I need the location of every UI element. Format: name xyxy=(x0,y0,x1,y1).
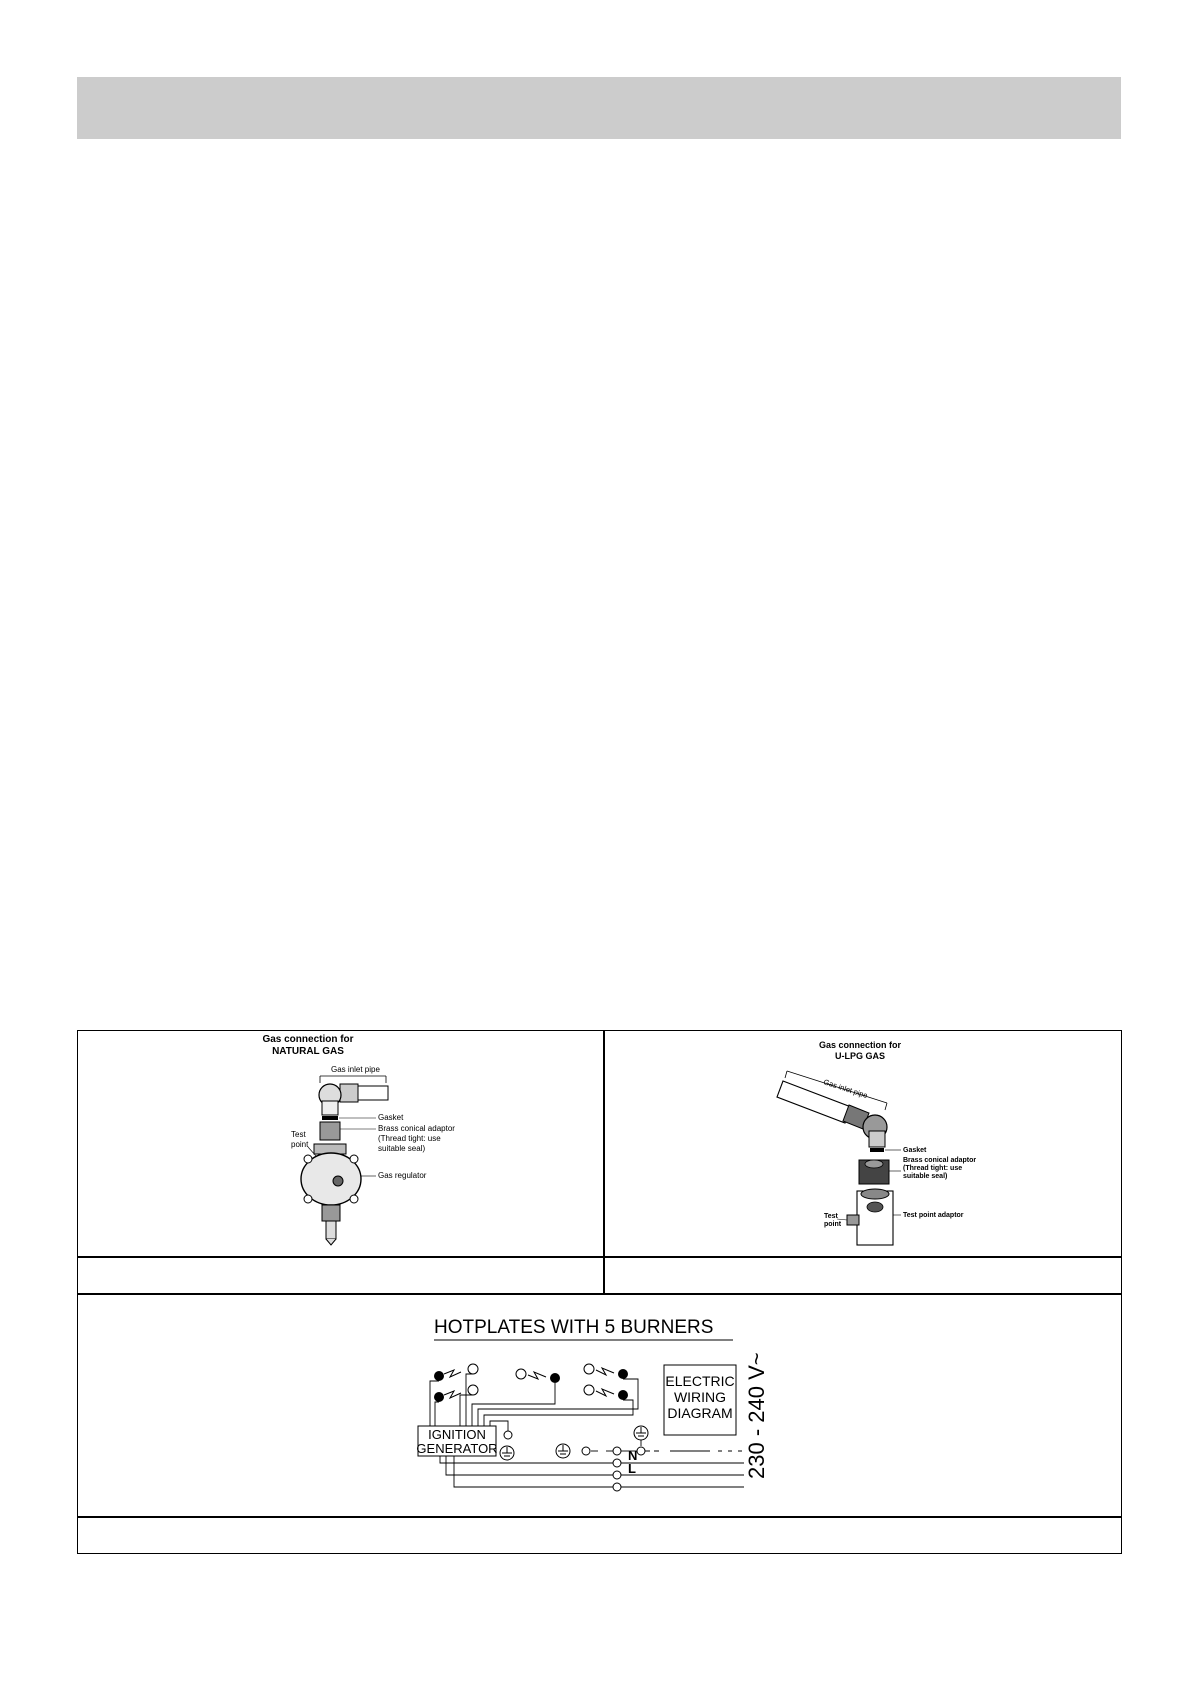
switch-contact xyxy=(434,1392,444,1402)
ground-symbol xyxy=(634,1426,648,1440)
ng-adaptor-label-3: suitable seal) xyxy=(378,1144,426,1153)
lpg-test-label-2: point xyxy=(824,1221,842,1228)
ng-adaptor xyxy=(320,1122,340,1140)
ground-symbol xyxy=(500,1446,514,1460)
ign-line1: IGNITION xyxy=(428,1427,486,1442)
switch-contact xyxy=(618,1390,628,1400)
row-divider-1 xyxy=(78,1256,1121,1258)
ng-title-line1: Gas connection for xyxy=(262,1034,354,1045)
box-line2: WIRING xyxy=(673,1389,727,1405)
lpg-adaptor-label-3: suitable seal) xyxy=(903,1173,948,1180)
switch-contact xyxy=(550,1373,560,1383)
ng-adaptor-label-1: Brass conical adaptor xyxy=(378,1124,455,1133)
lpg-gasket-label: Gasket xyxy=(903,1147,927,1154)
switch-contact xyxy=(618,1369,628,1379)
wiring-diagram xyxy=(78,1295,1121,1515)
ng-test-label-2: point xyxy=(291,1140,309,1149)
switch-contact xyxy=(434,1371,444,1381)
natural-gas-diagram xyxy=(78,1031,602,1255)
ng-inlet-pipe xyxy=(356,1086,388,1100)
box-line1: ELECTRIC xyxy=(665,1373,735,1389)
ulpg-gas-diagram xyxy=(605,1031,1121,1255)
neutral-label: N xyxy=(628,1448,638,1463)
ground-symbol xyxy=(556,1444,570,1458)
ng-inlet-label: Gas inlet pipe xyxy=(331,1065,380,1074)
ng-title-line2: NATURAL GAS xyxy=(272,1046,344,1057)
lpg-inlet-label: Gas inlet pipe xyxy=(822,1077,869,1101)
box-line3: DIAGRAM xyxy=(667,1405,733,1421)
lpg-title-line1: Gas connection for xyxy=(818,1040,902,1050)
live-label: L xyxy=(628,1461,636,1476)
voltage-label: 230 - 240 V~ xyxy=(744,1352,769,1479)
header-bar xyxy=(77,77,1121,139)
ng-regulator-label: Gas regulator xyxy=(378,1171,427,1180)
ng-adaptor-label-2: (Thread tight: use xyxy=(378,1134,441,1143)
lpg-gasket xyxy=(870,1148,884,1152)
lpg-title-line2: U-LPG GAS xyxy=(834,1051,886,1061)
ign-line2: GENERATOR xyxy=(416,1441,498,1456)
ng-gasket-label: Gasket xyxy=(378,1113,404,1122)
wiring-title: HOTPLATES WITH 5 BURNERS xyxy=(434,1317,714,1338)
ng-test-label-1: Test xyxy=(291,1130,306,1139)
lpg-test-adaptor-label: Test point adaptor xyxy=(903,1212,964,1219)
lpg-adaptor-label-2: (Thread tight: use xyxy=(903,1165,963,1172)
figure-table xyxy=(77,1030,1122,1554)
row-divider-3 xyxy=(78,1516,1121,1518)
ng-gasket xyxy=(322,1116,338,1120)
lpg-test-label-1: Test xyxy=(824,1213,838,1220)
lpg-adaptor-label-1: Brass conical adaptor xyxy=(903,1157,977,1164)
